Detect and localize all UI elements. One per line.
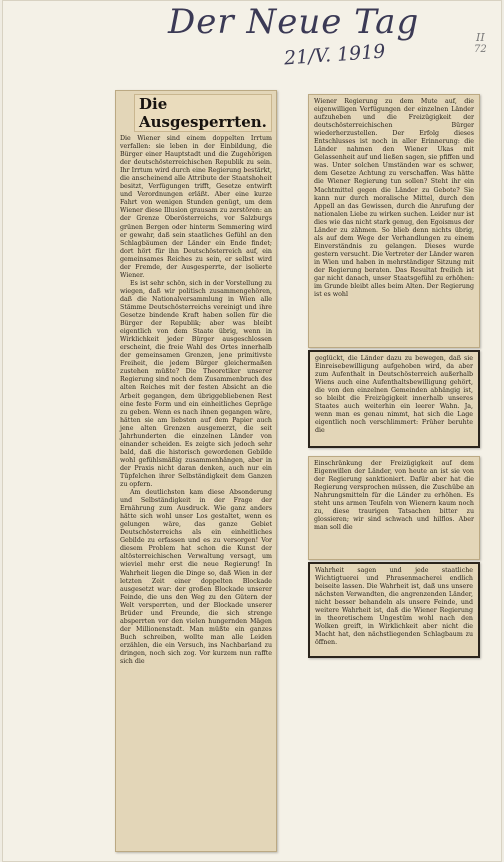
archive-reference-number: 72 bbox=[474, 44, 487, 55]
article-clipping-continuation-1 bbox=[308, 94, 480, 348]
article-clipping-continuation-4 bbox=[308, 562, 480, 658]
article-headline: Die Ausgesperrten. bbox=[134, 94, 272, 132]
archive-reference-top: II bbox=[476, 31, 485, 44]
handwritten-date: 21/V. 1919 bbox=[283, 40, 387, 70]
article-paragraph: geglückt, die Länder dazu zu bewegen, daß sie Einreisebewilligung aufgehoben wird, da aber zum Aufenthalt in Deutschösterreich außerhalb Wiens auch eine Aufenthaltsbewilligung gehört, die von den einzelnen Gemeinden abhängig ist, so bleibt die Freizügigkeit innerhalb unseres Staates auch weiterhin ein leerer Wahn. Ja, wenn man es genau nimmt, hat sich die Lage eigentlich noch verschlimmert: Früher beruhte die bbox=[315, 355, 473, 435]
archive-page bbox=[2, 0, 502, 862]
article-paragraph: Es ist sehr schön, sich in der Vorstellung zu wiegen, daß wir politisch zusammengehören, daß die Nationalversammlung in Wien alle Stämme Deutschösterreichs vereinigt und ihre Gesetze bindende Kraft haben sollen für die Bürger der Republik; aber was bleibt eigentlich von dem Staate übrig, wenn in Wirklichkeit jeder Bürger ausgeschlossen erscheint, die freie Wahl des Ortes innerhalb der gemeinsamen Grenzen, jene primitivste Freiheit, die jedem Bürger gleichermaßen zustehen müßte? Die Theoretiker unserer Regierung sind noch dem Zusammenbruch des alten Reiches mit der festen Absicht an die Arbeit gegangen, dem übriggebliebenen Rest eine feste Form und ein einheitliches Gepräge zu geben. Wenn es nach ihnen gegangen wäre, hätten sie am liebsten auf dem Papier auch jene alten Grenzen ausgemerzt, die seit Jahrhunderten die einzelnen Länder von einander scheiden. Es zeigte sich jedoch sehr bald, daß die historisch gewordenen Gebilde wohl gefühlsmäßig zusammenhängen, aber in der Praxis nicht daran denken, auch nur ein Tüpfelchen ihrer Selbständigkeit dem Ganzen zu opfern. bbox=[120, 279, 272, 489]
article-clipping-continuation-3 bbox=[308, 456, 480, 560]
handwritten-newspaper-title: Der Neue Tag bbox=[168, 2, 420, 42]
article-paragraph: Die Wiener sind einem doppelten Irrtum verfallen: sie leben in der Einbildung, die Bürger einer Hauptstadt und die Zugehörigen der deutschösterreichischen Republik zu sein. Ihr Irrtum wird durch eine Regierung bestärkt, die anscheinend alle Attribute der Staatshoheit besitzt, Verfügungen trifft, Gesetze entwirft und Verordnungen erläßt. Aber eine kurze Fahrt von wenigen Stunden genügt, um dem Wiener diese Illusion grausam zu zerstören: an der Grenze Oberösterreichs, vor Salzburgs grünen Bergen oder hinterm Semmering wird er gewahr, daß sein staatliches Gefühl an den Schlagbäumen der Länder ein Ende findet; dort hört für ihn Deutschösterreich auf, ein gemeinsames Reiches zu sein, er selbst wird der Fremde, der Ausgesperrte, der isolierte Wiener. bbox=[120, 135, 272, 279]
article-paragraph: Wiener Regierung zu dem Mute auf, die eigenwilligen Verfügungen der einzelnen Länder aufzuheben und die Freizügigkeit der deutschösterreichischen Bürger wiederherzustellen. Der Erfolg dieses Entschlusses ist noch in aller Erinnerung: die Länder nahmen den Wiener Ukas mit Gelassenheit auf und ließen sagen, sie pfiffen und was. Unter solchen Umständen war es schwer, dem Gesetze Achtung zu verschaffen. Was hätte die Wiener Regierung tun sollen? Steht ihr ein Machtmittel gegen die Länder zu Gebote? Sie kann nur durch moralische Mittel, durch den Appell an das Gewissen, durch die Anrufung der nationalen Liebe zu wirken suchen. Leider nur ist dies wie das nicht stark genug, den Egoismus der Länder zu zähmen. So blieb denn nichts übrig, als auf dem Wege der Verhandlungen zu einem Einverständnis zu gelangen. Dieses wurde gestern versucht. Die Vertreter der Länder waren in Wien und haben in mehrständiger Sitzung mit der Regierung beraten. Das Resultat freilich ist gar nicht danach, unser Staatsgefühl zu erhöhen: im Grunde bleibt alles beim Alten. Der Regierung ist es wohl bbox=[314, 98, 474, 299]
article-paragraph: Am deutlichsten kam diese Absonderung und Selbständigkeit in der Frage der Ernährung zum Ausdruck. Wie ganz anders hätte sich wohl unser Los gestaltet, wenn es gelungen wäre, das ganze Gebiet Deutschösterreichs als ein einheitliches Gebilde zu erfassen und es zu versorgen! Vor diesem Problem hat schon die Kunst der altösterreichischen Verwaltung versagt, um wieviel mehr erst die neue Regierung! In Wahrheit liegen die Dinge so, daß Wien in der letzten Zeit einer doppelten Blockade ausgesetzt war: der großen Blockade unserer Feinde, die uns den Weg zu den Gütern der Welt versperrten, und der Blockade unserer Brüder und Freunde, die sich strenge absperrten vor den vielen hungernden Mägen der Millionenstadt. Man müßte ein ganzes Buch schreiben, wollte man alle Leiden erzählen, die ein Versuch, ins Nachbarland zu dringen, noch sich zog. Vor kurzem nun raffte sich die bbox=[120, 489, 272, 666]
archive-reference bbox=[474, 32, 487, 56]
article-paragraph: Einschränkung der Freizügigkeit auf dem Eigenwillen der Länder, von heute an ist sie von der Regierung sanktioniert. Dafür aber hat die Regierung versprochen müssen, die Zuschübe an Nahrungsmitteln für die Länder zu erhöhen. Es steht uns armen Teufeln von Wienern kaum noch zu, diese traurigen Tatsachen bitter zu glossieren; wir sind schwach und hilflos. Aber man soll die bbox=[314, 460, 474, 532]
article-clipping-main bbox=[115, 90, 277, 852]
article-clipping-continuation-2 bbox=[308, 350, 480, 448]
article-paragraph: Wahrheit sagen und jede staatliche Wichtigtuerei und Phrasenmacherei endlich beiseite lassen. Die Wahrheit ist, daß uns unsere nächsten Verwandten, die angrenzenden Länder, nicht besser behandeln als unsere Feinde, und weitere Wahrheit ist, daß die Wiener Regierung in theoretischem Ungestüm wohl nach den Wolken greift, in Wirklichkeit aber nicht die Macht hat, den nächstliegenden Schlagbaum zu öffnen. bbox=[315, 567, 473, 647]
